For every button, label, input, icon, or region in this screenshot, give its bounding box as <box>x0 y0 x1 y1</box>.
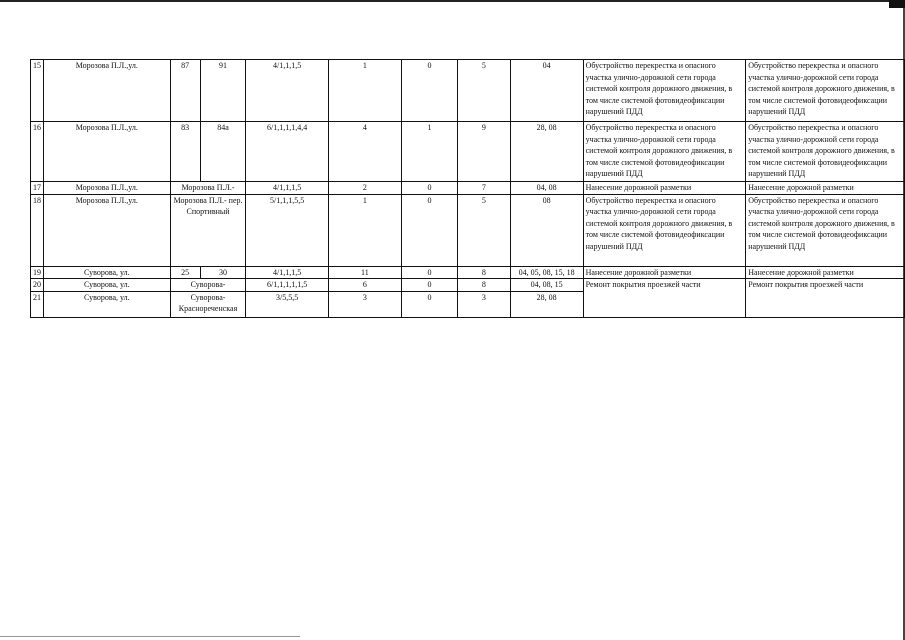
count-2-cell: 0 <box>401 182 457 195</box>
table-row <box>31 182 905 195</box>
work-description-2-cell: Нанесение дорожной разметки <box>746 266 905 279</box>
row-number: 20 <box>31 279 44 292</box>
count-3-cell: 9 <box>458 122 510 182</box>
scheme-cell: 4/1,1,1,5 <box>246 60 328 122</box>
codes-cell: 04, 05, 08, 15, 18 <box>510 266 583 279</box>
scan-edge-corner <box>889 0 905 8</box>
work-description-cell: Нанесение дорожной разметки <box>583 182 746 195</box>
count-3-cell: 8 <box>458 266 510 279</box>
street-cell: Суворова, ул. <box>44 279 171 292</box>
table-row <box>31 279 905 292</box>
house-from-cell: 87 <box>170 60 200 122</box>
table-row <box>31 194 905 266</box>
intersection-cell: Морозова П.Л.- <box>170 182 246 195</box>
work-description-2-cell: Обустройство перекрестка и опасного участка улично-дорожной сети города системой контроля дорожного движения, в том числе системой фотовидеофиксации нарушений ПДД <box>746 122 905 182</box>
count-1-cell: 11 <box>328 266 401 279</box>
table-row <box>31 60 905 122</box>
table-row <box>31 122 905 182</box>
count-2-cell: 0 <box>401 194 457 266</box>
work-description-2-cell: Нанесение дорожной разметки <box>746 182 905 195</box>
codes-cell: 08 <box>510 194 583 266</box>
scan-edge-bottom <box>0 636 300 637</box>
codes-cell: 04, 08 <box>510 182 583 195</box>
scan-edge-top <box>0 0 905 2</box>
count-1-cell: 2 <box>328 182 401 195</box>
count-3-cell: 5 <box>458 194 510 266</box>
row-number: 18 <box>31 194 44 266</box>
row-number: 17 <box>31 182 44 195</box>
road-works-table <box>30 59 905 318</box>
row-number: 19 <box>31 266 44 279</box>
work-description-2-cell: Обустройство перекрестка и опасного участка улично-дорожной сети города системой контроля дорожного движения, в том числе системой фотовидеофиксации нарушений ПДД <box>746 194 905 266</box>
count-3-cell: 8 <box>458 279 510 292</box>
scheme-cell: 6/1,1,1,1,4,4 <box>246 122 328 182</box>
house-from-cell: 25 <box>170 266 200 279</box>
scheme-cell: 4/1,1,1,5 <box>246 182 328 195</box>
count-2-cell: 1 <box>401 122 457 182</box>
count-1-cell: 6 <box>328 279 401 292</box>
count-3-cell: 3 <box>458 291 510 317</box>
row-number: 21 <box>31 291 44 317</box>
scheme-cell: 3/5,5,5 <box>246 291 328 317</box>
count-2-cell: 0 <box>401 60 457 122</box>
street-cell: Морозова П.Л.,ул. <box>44 182 171 195</box>
count-2-cell: 0 <box>401 266 457 279</box>
intersection-cell: Морозова П.Л.- пер. Спортивный <box>170 194 246 266</box>
count-1-cell: 4 <box>328 122 401 182</box>
work-description-cell: Ремонт покрытия проезжей части <box>583 279 746 318</box>
work-description-2-cell: Ремонт покрытия проезжей части <box>746 279 905 318</box>
scheme-cell: 6/1,1,1,1,1,5 <box>246 279 328 292</box>
count-1-cell: 3 <box>328 291 401 317</box>
street-cell: Морозова П.Л.,ул. <box>44 122 171 182</box>
street-cell: Морозова П.Л.,ул. <box>44 60 171 122</box>
intersection-cell: Суворова- <box>170 279 246 292</box>
row-number: 16 <box>31 122 44 182</box>
count-3-cell: 7 <box>458 182 510 195</box>
count-1-cell: 1 <box>328 60 401 122</box>
codes-cell: 28, 08 <box>510 122 583 182</box>
count-1-cell: 1 <box>328 194 401 266</box>
codes-cell: 04, 08, 15 <box>510 279 583 292</box>
street-cell: Суворова, ул. <box>44 266 171 279</box>
house-to-cell: 91 <box>200 60 246 122</box>
house-from-cell: 83 <box>170 122 200 182</box>
house-to-cell: 30 <box>200 266 246 279</box>
work-description-cell: Нанесение дорожной разметки <box>583 266 746 279</box>
count-3-cell: 5 <box>458 60 510 122</box>
street-cell: Морозова П.Л.,ул. <box>44 194 171 266</box>
street-cell: Суворова, ул. <box>44 291 171 317</box>
intersection-cell: Суворова- Краснореченская <box>170 291 246 317</box>
row-number: 15 <box>31 60 44 122</box>
work-description-cell: Обустройство перекрестка и опасного участка улично-дорожной сети города системой контроля дорожного движения, в том числе системой фотовидеофиксации нарушений ПДД <box>583 194 746 266</box>
count-2-cell: 0 <box>401 279 457 292</box>
codes-cell: 28, 08 <box>510 291 583 317</box>
work-description-cell: Обустройство перекрестка и опасного участка улично-дорожной сети города системой контроля дорожного движения, в том числе системой фотовидеофиксации нарушений ПДД <box>583 122 746 182</box>
scheme-cell: 4/1,1,1,5 <box>246 266 328 279</box>
work-description-cell: Обустройство перекрестка и опасного участка улично-дорожной сети города системой контроля дорожного движения, в том числе системой фотовидеофиксации нарушений ПДД <box>583 60 746 122</box>
house-to-cell: 84а <box>200 122 246 182</box>
count-2-cell: 0 <box>401 291 457 317</box>
table-row <box>31 266 905 279</box>
codes-cell: 04 <box>510 60 583 122</box>
scheme-cell: 5/1,1,1,5,5 <box>246 194 328 266</box>
work-description-2-cell: Обустройство перекрестка и опасного участка улично-дорожной сети города системой контроля дорожного движения, в том числе системой фотовидеофиксации нарушений ПДД <box>746 60 905 122</box>
